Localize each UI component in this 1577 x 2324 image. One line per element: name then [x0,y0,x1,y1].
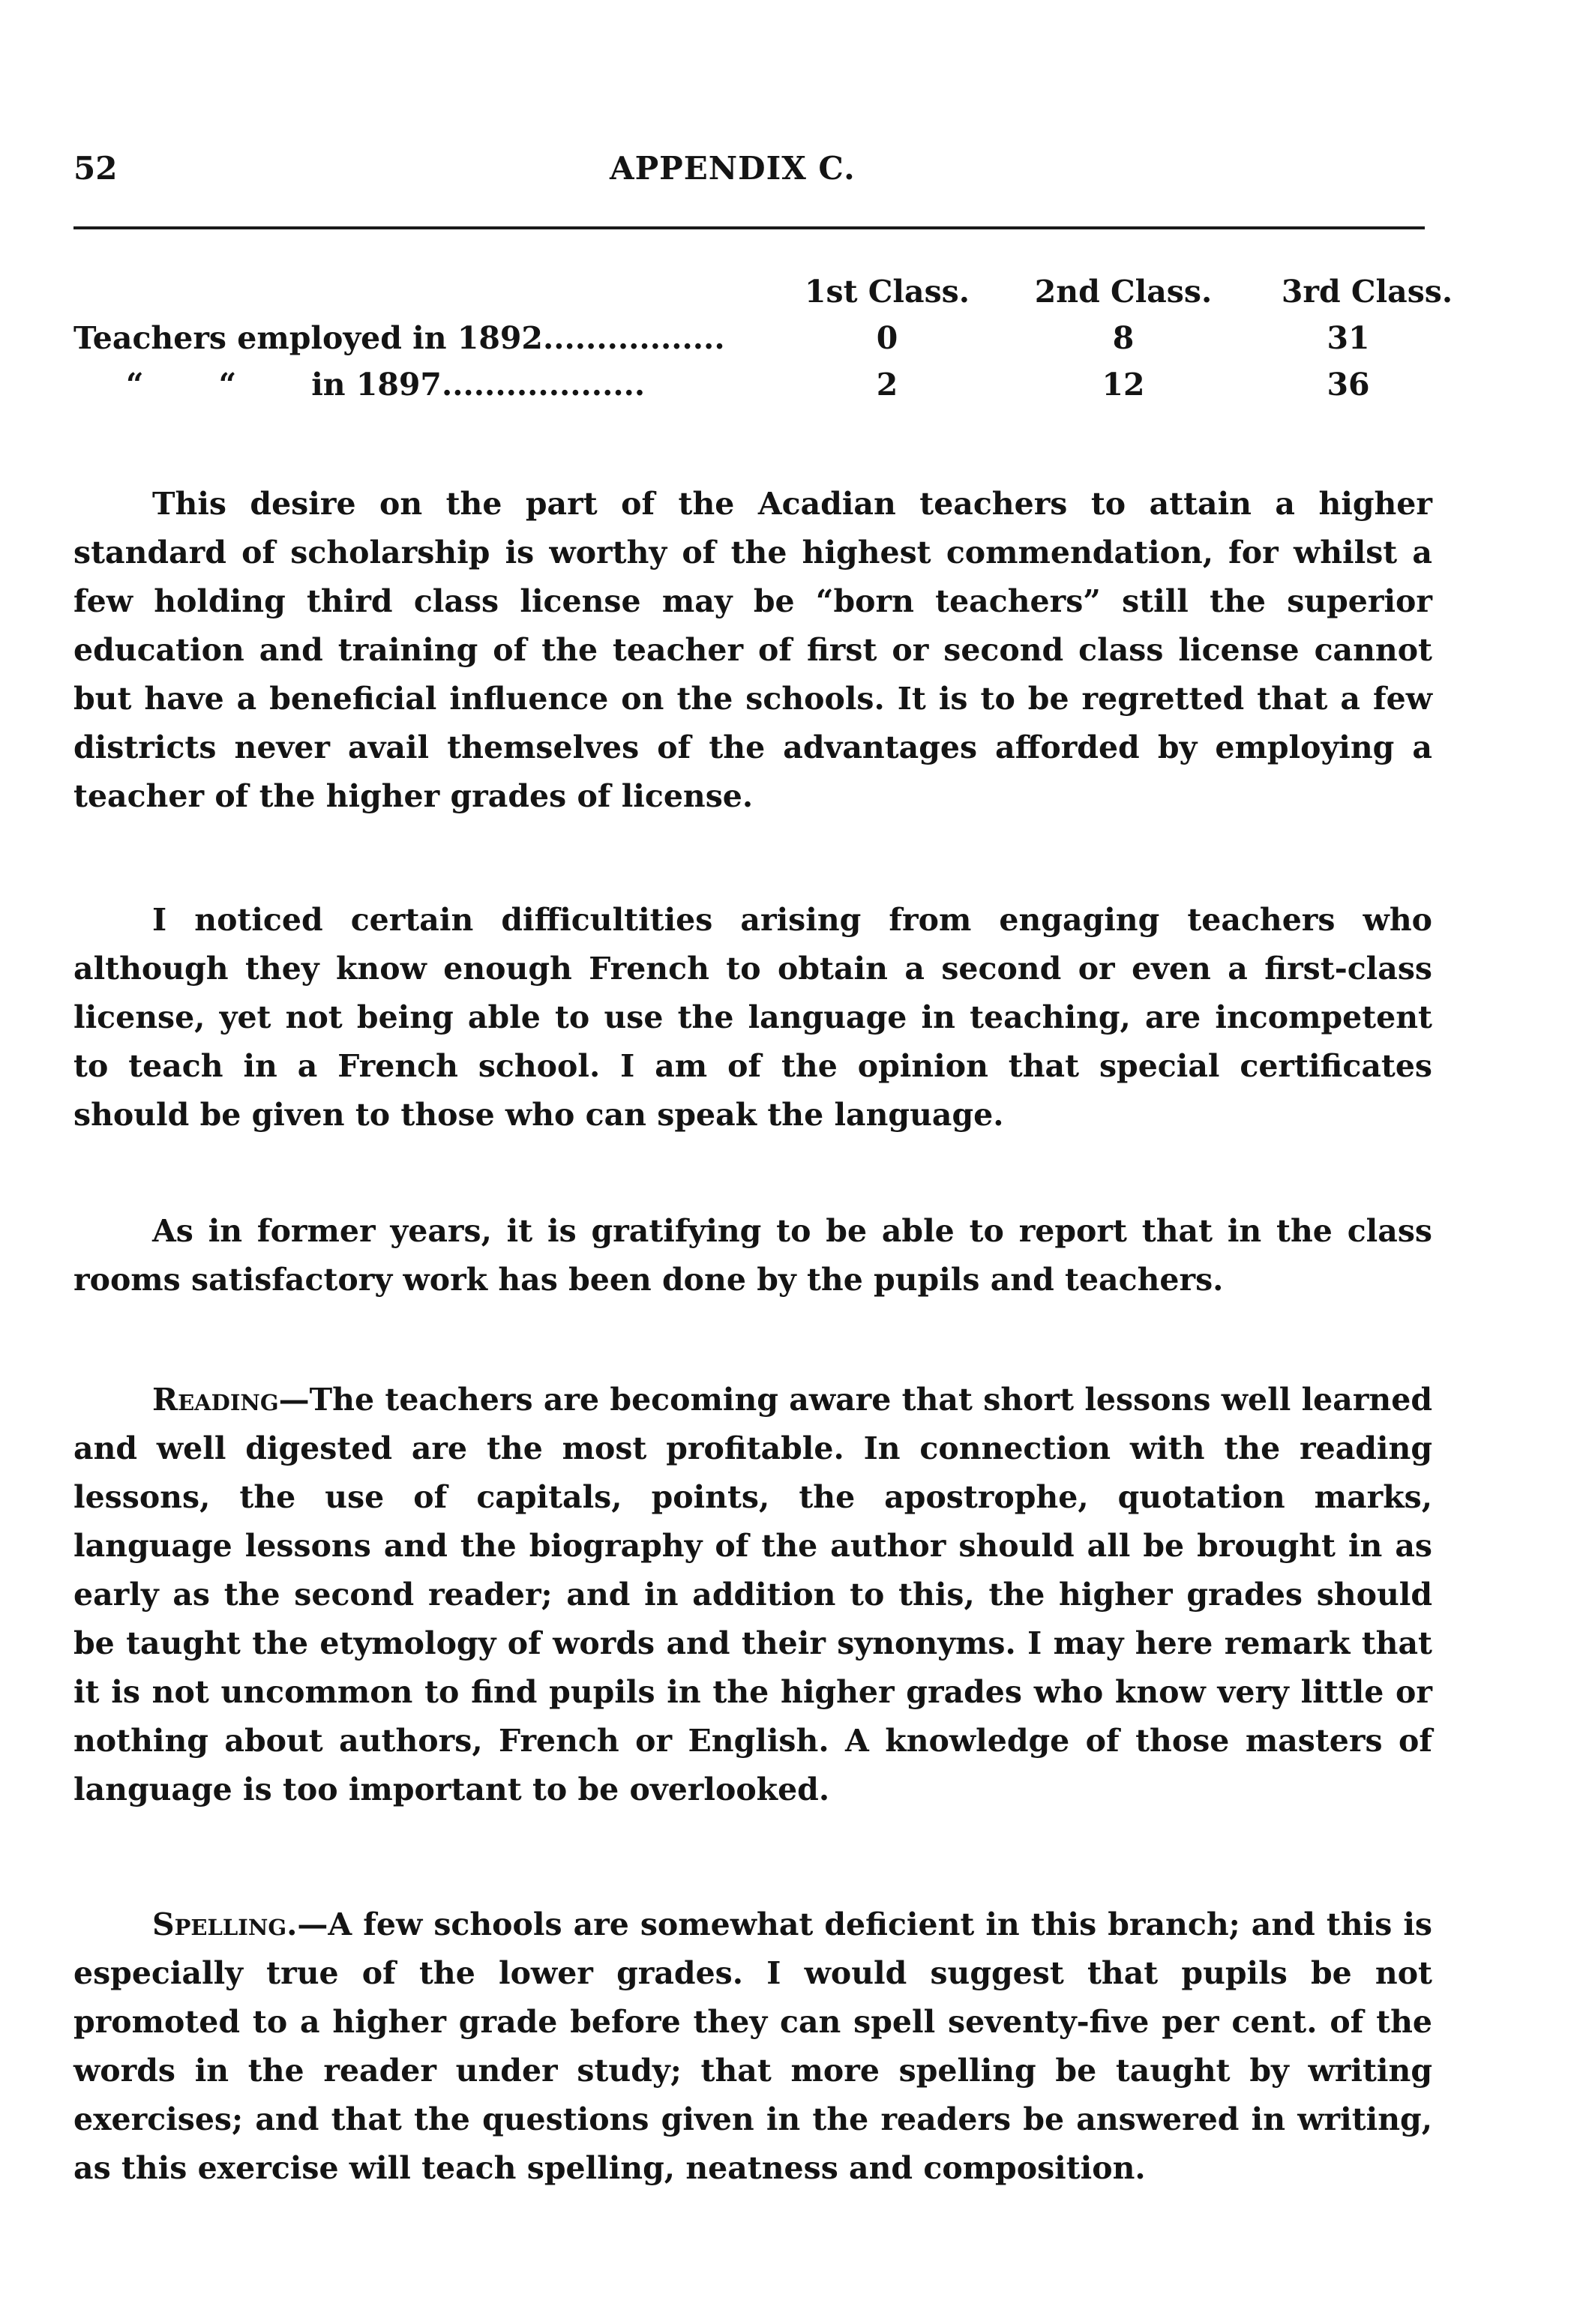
cell-1892-2nd: 8 [1112,320,1135,356]
table-row [73,320,1446,367]
paragraph-french-teachers: I noticed certain difficultities arising from engaging teachers who although they know enough French to obtain a second or even a first-class license, yet not being able to use the language in teaching, are incompetent to teach in a French school. I am of the opinion that special certificates should be given to those who can speak the language. [73,902,1432,1133]
cell-1897-1st: 2 [876,367,898,403]
page-number: 52 [73,150,118,187]
column-header-1st-class: 1st Class. [804,274,970,310]
cell-1897-3rd: 36 [1327,367,1370,403]
cell-1892-3rd: 31 [1327,320,1370,356]
section-heading-spelling: Spelling. [152,1906,298,1942]
column-header-2nd-class: 2nd Class. [1034,274,1213,310]
row-label-1892: Teachers employed in 1892................. [73,320,725,356]
paragraph-class-rooms: As in former years, it is gratifying to be able to report that in the class rooms satisfactory work has been done by the pupils and teachers. [73,1213,1432,1298]
cell-1897-2nd: 12 [1102,367,1145,403]
ditto-mark: “ [126,367,144,403]
row-label-1897-text: in 1897................... [311,367,646,403]
running-head: APPENDIX C. [610,150,856,187]
paragraph-reading-text: —The teachers are becoming aware that short lessons well learned and well digested are the most profitable. In connection with the reading lessons, the use of capitals, points, the apostrophe, quotation marks, language lessons and the biography of the author should all be brought in as early as the second reader; and in addition to this, the higher grades should be taught the etymology of words and their synonyms. I may here remark that it is not uncommon to find pupils in the higher grades who know very little or nothing about authors, French or English. A knowledge of those masters of language is too important to be overlooked. [73,1382,1432,1807]
table-row [73,367,1446,413]
paragraph-spelling [73,1900,1432,2193]
page-header [73,150,1425,195]
header-rule [73,226,1425,229]
column-header-3rd-class: 3rd Class. [1281,274,1453,310]
paragraph-spelling-text: —A few schools are somewhat deficient in this branch; and this is especially true of the lower grades. I would suggest that pupils be not promoted to a higher grade before they can spell seventy-five per cent. of the words in the reader under study; that more spelling be taught by writing exercises; and that the questions given in the readers be answered in writing, as this exercise will teach spelling, neatness and composition. [73,1906,1432,2186]
paragraph-scholarship: This desire on the part of the Acadian teachers to attain a higher standard of scholarship is worthy of the highest commendation, for whilst a few holding third class license may be “born teachers” still the superior education and training of the teacher of first or second class license cannot but have a beneficial influence on the schools. It is to be regretted that a few districts never avail themselves of the advantages afforded by employing a teacher of the higher grades of license. [73,486,1432,814]
table-header-row [73,274,1453,320]
section-heading-reading: Reading [152,1382,279,1418]
ditto-mark: “ [218,367,237,403]
cell-1892-1st: 0 [876,320,898,356]
row-label-1897 [73,367,645,403]
paragraph-reading [73,1376,1432,1814]
teachers-table [73,274,1453,413]
